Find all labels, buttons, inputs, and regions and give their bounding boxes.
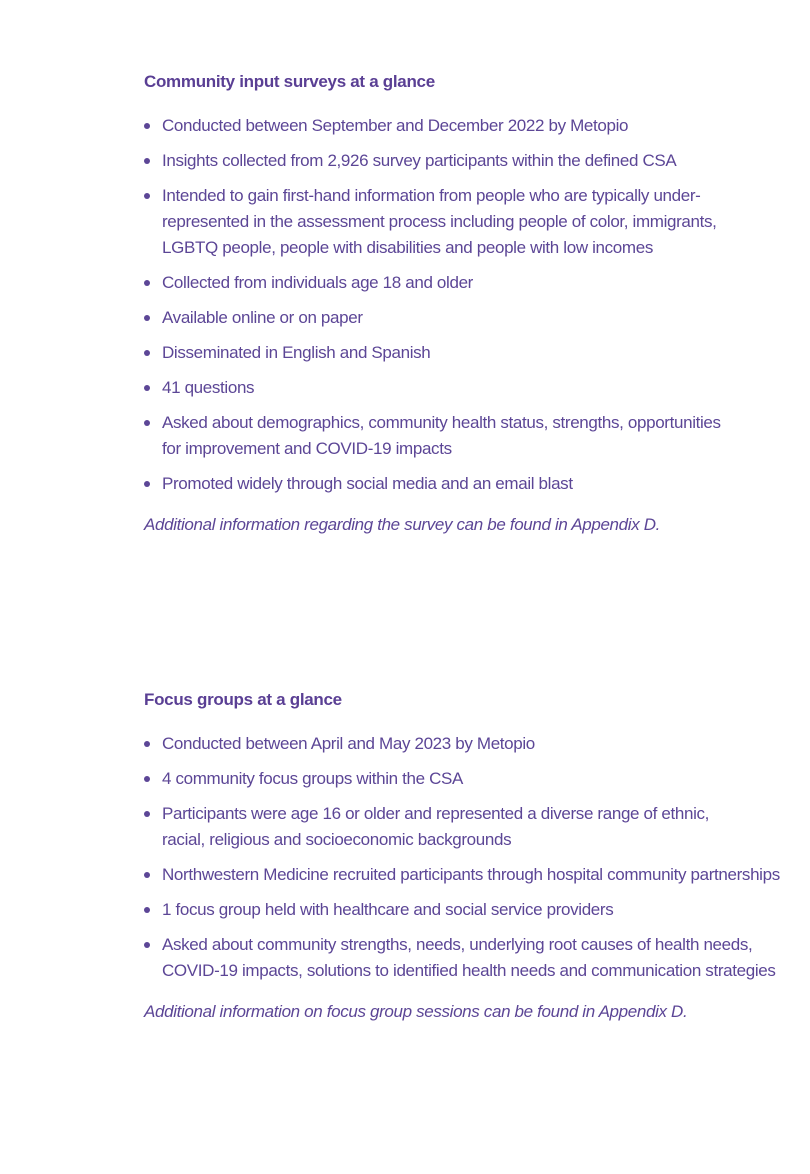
bullet-icon xyxy=(144,907,150,913)
bullet-icon xyxy=(144,942,150,948)
bullet-text: 41 questions xyxy=(162,378,255,397)
bullet-text: 4 community focus groups within the CSA xyxy=(162,769,463,788)
bullet-text: Asked about demographics, community health status, strengths, opportunities for improvement and COVID-19 impacts xyxy=(162,413,721,458)
bullet-text: Insights collected from 2,926 survey participants within the defined CSA xyxy=(162,151,677,170)
list-item xyxy=(144,932,787,984)
list-item xyxy=(144,183,768,261)
bullet-icon xyxy=(144,123,150,129)
bullet-icon xyxy=(144,741,150,747)
surveys-bullet-list xyxy=(144,113,784,497)
list-item xyxy=(144,340,784,366)
bullet-icon xyxy=(144,350,150,356)
bullet-text: Asked about community strengths, needs, underlying root causes of health needs, COVID-19 impacts, solutions to identified health needs and communication strategies xyxy=(162,935,776,980)
focus-groups-appendix-note: Additional information on focus group sessions can be found in Appendix D. xyxy=(144,1002,688,1021)
focus-groups-bullet-list xyxy=(144,731,794,984)
bullet-text: 1 focus group held with healthcare and social service providers xyxy=(162,900,614,919)
bullet-icon xyxy=(144,385,150,391)
bullet-icon xyxy=(144,193,150,199)
bullet-icon xyxy=(144,872,150,878)
surveys-title: Community input surveys at a glance xyxy=(144,72,435,91)
list-item xyxy=(144,731,794,757)
bullet-text: Disseminated in English and Spanish xyxy=(162,343,431,362)
bullet-text: Conducted between September and December 2022 by Metopio xyxy=(162,116,629,135)
bullet-icon xyxy=(144,315,150,321)
list-item xyxy=(144,471,784,497)
list-item xyxy=(144,862,802,888)
list-item xyxy=(144,410,722,462)
bullet-icon xyxy=(144,420,150,426)
bullet-text: Collected from individuals age 18 and older xyxy=(162,273,473,292)
list-item xyxy=(144,148,682,174)
bullet-icon xyxy=(144,280,150,286)
bullet-text: Northwestern Medicine recruited participants through hospital community partnerships xyxy=(162,865,780,884)
focus-groups-title: Focus groups at a glance xyxy=(144,690,342,709)
list-item xyxy=(144,305,784,331)
list-item xyxy=(144,113,682,139)
bullet-text: Participants were age 16 or older and represented a diverse range of ethnic, racial, religious and socioeconomic backgrounds xyxy=(162,804,710,849)
bullet-icon xyxy=(144,481,150,487)
bullet-text: Conducted between April and May 2023 by Metopio xyxy=(162,734,535,753)
bullet-icon xyxy=(144,158,150,164)
list-item xyxy=(144,897,794,923)
surveys-section xyxy=(144,71,784,537)
bullet-text: Available online or on paper xyxy=(162,308,363,327)
bullet-text: Intended to gain first-hand information from people who are typically under-represented in the assessment process including people of color, immigrants, LGBTQ people, people with disabilities and people with low incomes xyxy=(162,186,717,257)
list-item xyxy=(144,270,784,296)
bullet-icon xyxy=(144,776,150,782)
surveys-appendix-note: Additional information regarding the survey can be found in Appendix D. xyxy=(144,515,661,534)
list-item xyxy=(144,801,742,853)
focus-groups-section xyxy=(144,689,794,1024)
bullet-icon xyxy=(144,811,150,817)
list-item xyxy=(144,375,784,401)
bullet-text: Promoted widely through social media and an email blast xyxy=(162,474,573,493)
list-item xyxy=(144,766,794,792)
